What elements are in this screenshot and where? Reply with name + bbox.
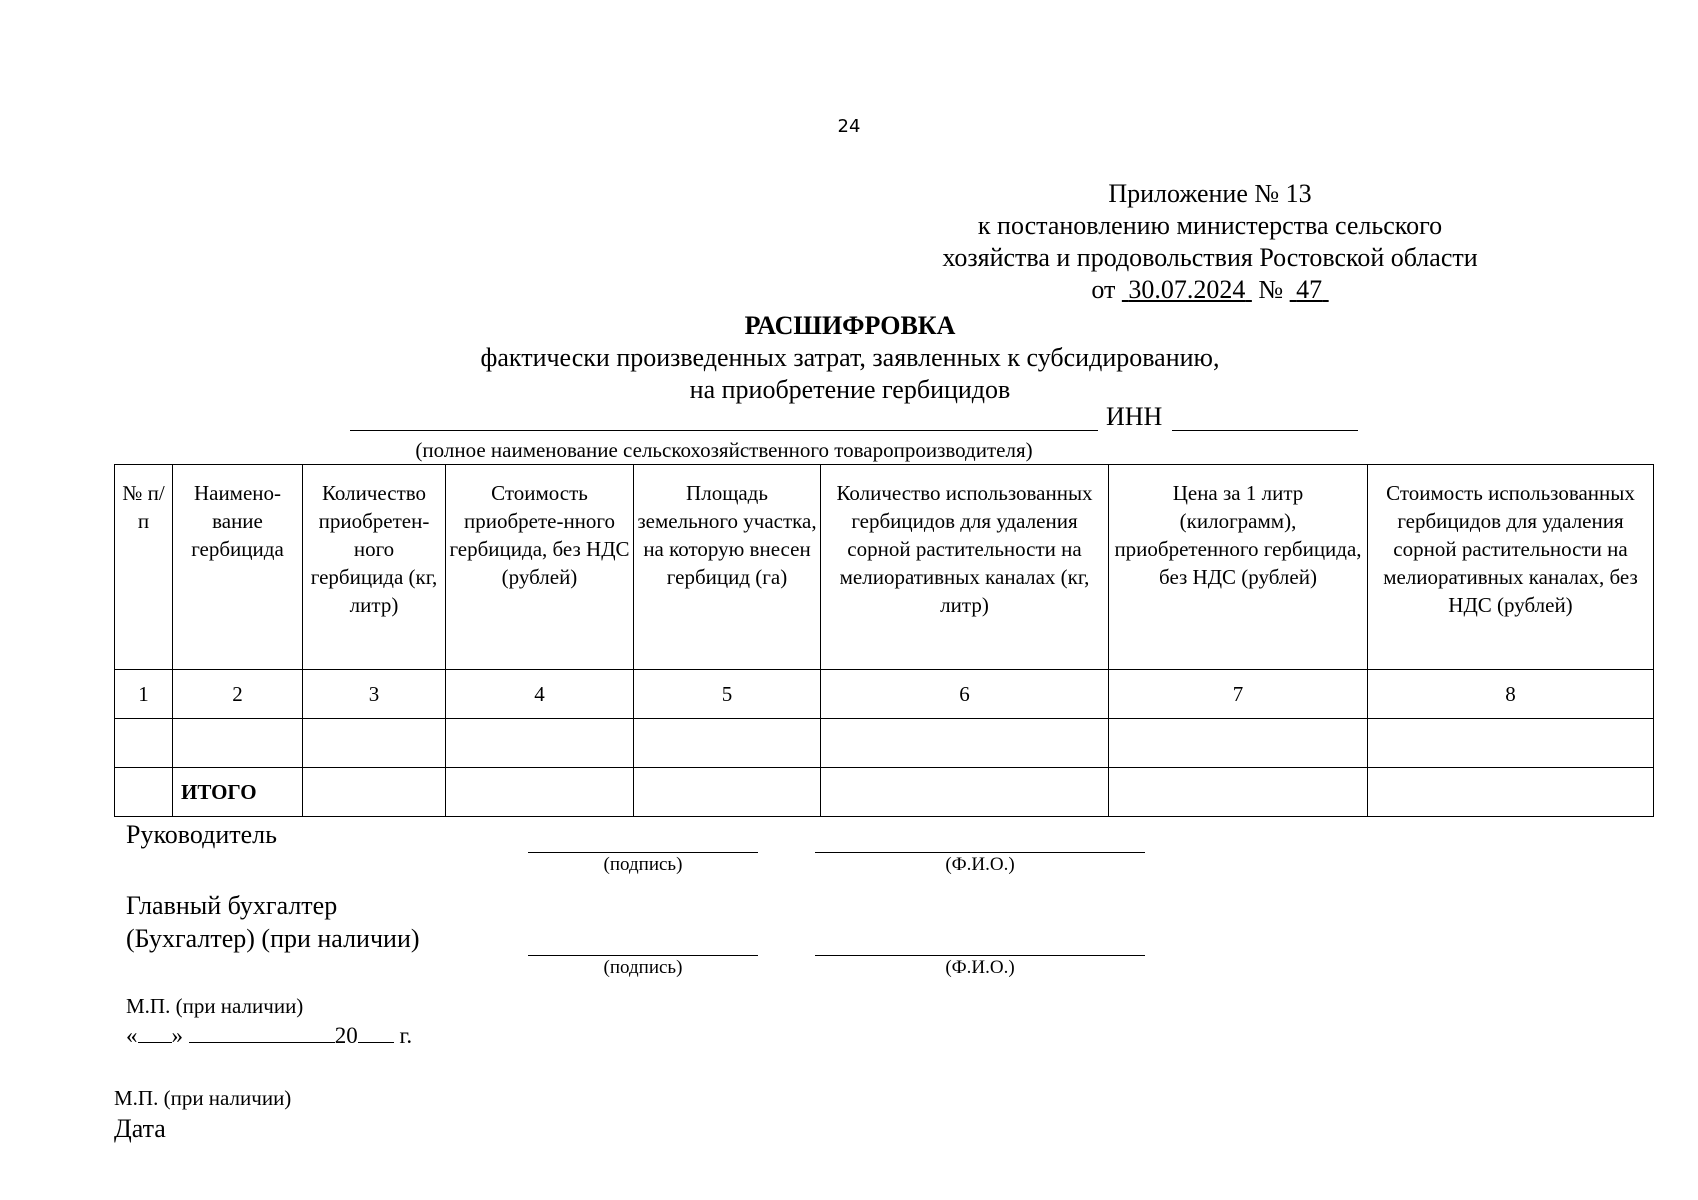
appendix-line-1: Приложение № 13 xyxy=(1108,179,1312,208)
table-cell[interactable] xyxy=(115,719,173,768)
header-cell: № п/п xyxy=(115,465,173,670)
accountant-fio-caption: (Ф.И.О.) xyxy=(945,957,1015,978)
table-cell[interactable] xyxy=(303,719,446,768)
column-number: 1 xyxy=(115,670,173,719)
chief-accountant-line-2: (Бухгалтер) (при наличии) xyxy=(126,924,420,953)
column-number: 7 xyxy=(1109,670,1368,719)
year-suffix: г. xyxy=(399,1023,413,1048)
table-row xyxy=(115,719,1654,768)
table-cell[interactable] xyxy=(1368,768,1654,817)
accountant-signature-field[interactable] xyxy=(528,955,758,956)
table-cell[interactable] xyxy=(634,719,821,768)
column-number-row xyxy=(115,670,1654,719)
date-row xyxy=(126,1022,412,1049)
table-cell[interactable] xyxy=(115,768,173,817)
column-number: 5 xyxy=(634,670,821,719)
month-field[interactable] xyxy=(189,1022,335,1043)
table-cell[interactable] xyxy=(446,768,634,817)
table-cell[interactable] xyxy=(173,719,303,768)
table-cell[interactable] xyxy=(1368,719,1654,768)
column-number: 8 xyxy=(1368,670,1654,719)
header-cell: Количество приобретен-ного гербицида (кг, литр) xyxy=(303,465,446,670)
head-signature-field[interactable] xyxy=(528,852,758,853)
table-cell[interactable] xyxy=(446,719,634,768)
expenses-table xyxy=(114,464,1654,817)
header-cell: Площадь земельного участка, на которую внесен гербицид (га) xyxy=(634,465,821,670)
appendix-block xyxy=(900,178,1520,306)
table-cell[interactable] xyxy=(303,768,446,817)
date-close-quote: » xyxy=(171,1023,183,1048)
column-number: 4 xyxy=(446,670,634,719)
document-title xyxy=(400,310,1300,406)
column-number: 2 xyxy=(173,670,303,719)
appendix-date-line xyxy=(900,274,1520,306)
stamp-note-1: М.П. (при наличии) xyxy=(126,994,304,1018)
appendix-line-3: хозяйства и продовольствия Ростовской области xyxy=(942,243,1478,272)
header-cell: Наимено-вание гербицида xyxy=(173,465,303,670)
number-label: № xyxy=(1258,275,1284,304)
head-label: Руководитель xyxy=(126,820,277,849)
head-fio-caption: (Ф.И.О.) xyxy=(945,854,1015,875)
head-signature-caption: (подпись) xyxy=(603,854,683,875)
decree-date: 30.07.2024 xyxy=(1128,275,1246,304)
total-row xyxy=(115,768,1654,817)
chief-accountant-label xyxy=(126,889,420,955)
year-field[interactable] xyxy=(358,1022,394,1043)
table-cell[interactable] xyxy=(821,768,1109,817)
header-cell: Цена за 1 литр (килограмм), приобретенного гербицида, без НДС (рублей) xyxy=(1109,465,1368,670)
accountant-fio-field[interactable] xyxy=(815,955,1145,956)
header-cell: Стоимость приобрете-нного гербицида, без НДС (рублей) xyxy=(446,465,634,670)
day-field[interactable] xyxy=(138,1022,172,1043)
stamp-note-2: М.П. (при наличии) xyxy=(114,1086,292,1110)
inn-label: ИНН xyxy=(1106,402,1163,431)
title-heading: РАСШИФРОВКА xyxy=(744,311,956,340)
table-cell[interactable] xyxy=(1109,768,1368,817)
table-cell[interactable] xyxy=(634,768,821,817)
table-cell[interactable] xyxy=(1109,719,1368,768)
decree-number: 47 xyxy=(1296,275,1323,304)
date-label: Дата xyxy=(114,1114,166,1143)
title-line-1: фактически произведенных затрат, заявленных к субсидированию, xyxy=(480,343,1220,372)
from-label: от xyxy=(1091,275,1116,304)
total-label: ИТОГО xyxy=(173,768,303,817)
appendix-line-2: к постановлению министерства сельского xyxy=(977,211,1443,240)
date-open-quote: « xyxy=(126,1023,138,1048)
column-number: 6 xyxy=(821,670,1109,719)
organization-name-field[interactable] xyxy=(350,400,1098,431)
chief-accountant-line-1: Главный бухгалтер xyxy=(126,891,338,920)
inn-field[interactable] xyxy=(1172,400,1358,431)
year-prefix: 20 xyxy=(334,1023,358,1048)
header-cell: Количество использованных гербицидов для удаления сорной растительности на мелиоративных каналах (кг, литр) xyxy=(821,465,1109,670)
column-number: 3 xyxy=(303,670,446,719)
table-header-row xyxy=(115,465,1654,670)
title-line-2: на приобретение гербицидов xyxy=(689,375,1011,404)
head-fio-field[interactable] xyxy=(815,852,1145,853)
table-cell[interactable] xyxy=(821,719,1109,768)
page-number: 24 xyxy=(837,116,861,137)
organization-caption: (полное наименование сельскохозяйственного товаропроизводителя) xyxy=(415,438,1033,462)
organization-line xyxy=(350,400,1370,436)
accountant-signature-caption: (подпись) xyxy=(603,957,683,978)
header-cell: Стоимость использованных гербицидов для удаления сорной растительности на мелиоративных каналах, без НДС (рублей) xyxy=(1368,465,1654,670)
